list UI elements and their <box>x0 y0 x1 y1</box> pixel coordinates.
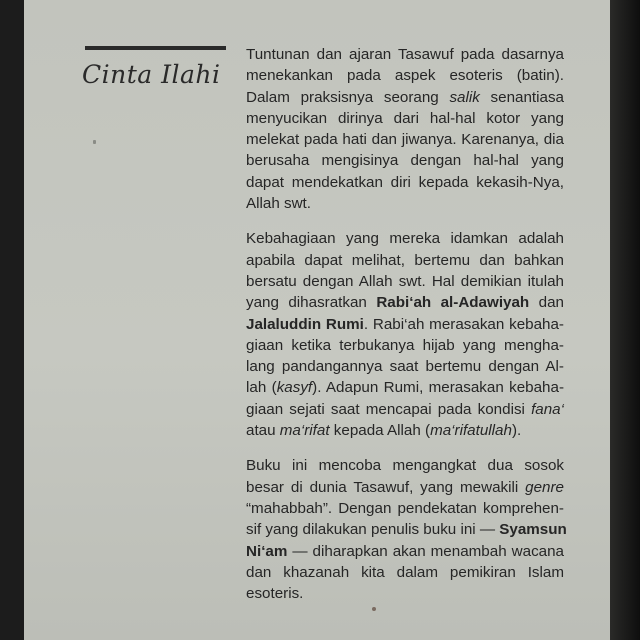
text-run: yang dihasratkan <box>246 294 377 312</box>
line: Allah swt. <box>246 195 311 213</box>
line <box>246 477 564 498</box>
book-title: Cinta Ilahi <box>82 60 221 89</box>
line: menekankan pada aspek esoteris (batin). <box>246 67 564 85</box>
book-edge-shadow <box>610 0 640 640</box>
bold-name: Rabi‘ah al-Adawiyah <box>376 294 530 312</box>
line <box>246 314 564 335</box>
bold-name: Jalaluddin Rumi <box>246 315 364 333</box>
line: “mahabbah”. Dengan pendekatan komprehen- <box>246 499 564 517</box>
line: berusaha mengisinya dengan hal-hal yang <box>246 152 564 170</box>
line <box>246 87 564 108</box>
text-run: ). <box>511 422 522 440</box>
italic-term: fana‘ <box>531 400 564 418</box>
bold-name: Ni‘am <box>246 542 288 560</box>
italic-term: genre <box>525 478 564 496</box>
print-speck <box>372 607 376 611</box>
line: giaan ketika terbukanya hijab yang mengha- <box>246 336 564 354</box>
line: dapat mendekatkan diri kepada kekasih-Nya, <box>246 173 564 191</box>
blurb-paragraph-1 <box>246 44 564 214</box>
italic-term: ma‘rifat <box>279 422 330 440</box>
line <box>246 519 567 540</box>
line: bersatu dengan Allah swt. Hal demikian itulah <box>246 272 564 290</box>
line: esoteris. <box>246 585 304 603</box>
text-run: . Rabi‘ah merasakan kebaha- <box>363 315 564 333</box>
title-rule <box>85 46 226 50</box>
line <box>246 292 564 313</box>
line: lang pandangannya saat bertemu dengan Al- <box>246 358 564 376</box>
line <box>246 399 564 420</box>
blurb-paragraph-2 <box>246 228 564 441</box>
line: dan khazanah kita dalam pemikiran Islam <box>246 563 564 581</box>
line <box>246 541 564 562</box>
text-run: besar di dunia Tasawuf, yang mewakili <box>246 478 526 496</box>
print-speck <box>93 140 96 144</box>
text-run: atau <box>246 422 280 440</box>
text-run: kepada Allah ( <box>329 422 431 440</box>
text-run: — diharapkan akan menambah wacana <box>287 542 564 560</box>
line <box>246 420 564 441</box>
line: apabila dapat melihat, bertemu dan bahkan <box>246 251 564 269</box>
italic-term: salik <box>449 88 480 106</box>
italic-term: kasyf <box>276 379 313 397</box>
line: menyucikan dirinya dari hal-hal kotor yang <box>246 109 564 127</box>
text-run: lah ( <box>246 379 277 397</box>
text-run: senantiasa <box>479 88 564 106</box>
line <box>246 377 564 398</box>
text-run: Dalam praksisnya seorang <box>246 88 450 106</box>
line: Tuntunan dan ajaran Tasawuf pada dasarnya <box>246 46 564 63</box>
text-run: giaan sejati saat mencapai pada kondisi <box>246 400 532 418</box>
text-run: sif yang dilakukan penulis buku ini — <box>246 521 500 539</box>
line: Buku ini mencoba mengangkat dua sosok <box>246 457 564 475</box>
bold-name: Syamsun <box>499 521 567 539</box>
text-run: ). Adapun Rumi, merasakan kebaha- <box>312 379 565 397</box>
blurb-paragraph-3 <box>246 455 567 604</box>
line: Kebahagiaan yang mereka idamkan adalah <box>246 230 564 248</box>
italic-term: ma‘rifatullah <box>430 422 512 440</box>
blurb-text <box>246 44 567 618</box>
line: melekat pada hati dan jiwanya. Karenanya, dia <box>246 131 564 149</box>
text-run: dan <box>529 294 564 312</box>
